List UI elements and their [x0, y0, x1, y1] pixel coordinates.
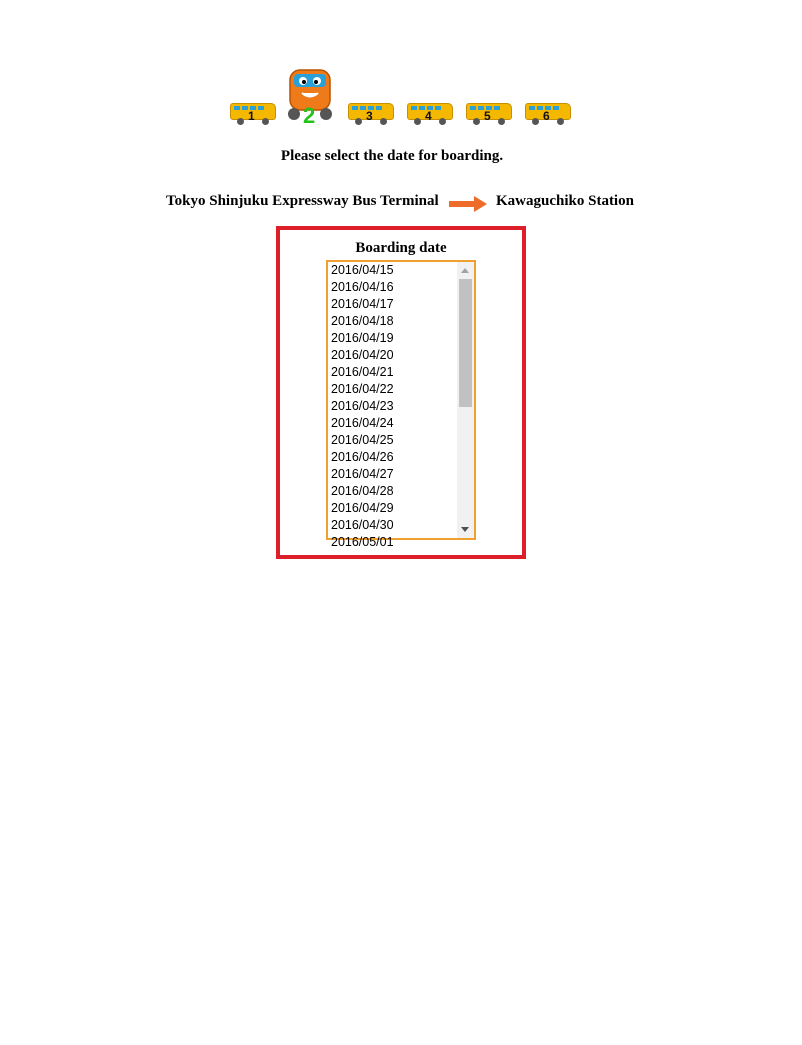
arrow-right-icon [448, 195, 488, 213]
date-option[interactable]: 2016/05/01 [331, 535, 394, 549]
step-number: 5 [484, 109, 491, 123]
step-5-bus-icon [466, 103, 512, 125]
step-number: 3 [366, 109, 373, 123]
boarding-date-title: Boarding date [355, 240, 447, 256]
date-option[interactable]: 2016/04/16 [331, 280, 394, 294]
route-destination: Kawaguchiko Station [496, 193, 634, 209]
date-option[interactable]: 2016/04/30 [331, 518, 394, 532]
date-option[interactable]: 2016/04/24 [331, 416, 394, 430]
date-option[interactable]: 2016/04/27 [331, 467, 394, 481]
current-step-mascot-bus-icon [284, 66, 336, 126]
step-4-bus-icon [407, 103, 453, 125]
date-options [330, 262, 458, 551]
date-option[interactable]: 2016/04/28 [331, 484, 394, 498]
date-option[interactable]: 2016/04/19 [331, 331, 394, 345]
scroll-thumb[interactable] [459, 279, 472, 407]
date-option[interactable]: 2016/04/17 [331, 297, 394, 311]
step-1-bus-icon [230, 103, 276, 125]
step-6-bus-icon [525, 103, 571, 125]
date-option[interactable]: 2016/04/22 [331, 382, 394, 396]
date-option[interactable]: 2016/04/15 [331, 263, 394, 277]
step-number: 4 [425, 109, 432, 123]
step-number: 1 [248, 109, 255, 123]
current-step-number: 2 [303, 103, 316, 128]
date-option[interactable]: 2016/04/26 [331, 450, 394, 464]
boarding-date-listbox[interactable] [326, 260, 476, 549]
date-option[interactable]: 2016/04/18 [331, 314, 394, 328]
scroll-up-icon[interactable] [461, 268, 469, 273]
date-option[interactable]: 2016/04/25 [331, 433, 394, 447]
step-progress [0, 0, 784, 130]
date-option[interactable]: 2016/04/23 [331, 399, 394, 413]
date-option[interactable]: 2016/04/20 [331, 348, 394, 362]
scrollbar[interactable] [457, 262, 474, 538]
instruction-text: Please select the date for boarding. [280, 148, 504, 164]
route-origin: Tokyo Shinjuku Expressway Bus Terminal [166, 193, 439, 209]
step-number: 6 [543, 109, 550, 123]
step-3-bus-icon [348, 103, 394, 125]
date-option[interactable]: 2016/04/21 [331, 365, 394, 379]
scroll-down-icon[interactable] [461, 527, 469, 532]
date-option[interactable]: 2016/04/29 [331, 501, 394, 515]
